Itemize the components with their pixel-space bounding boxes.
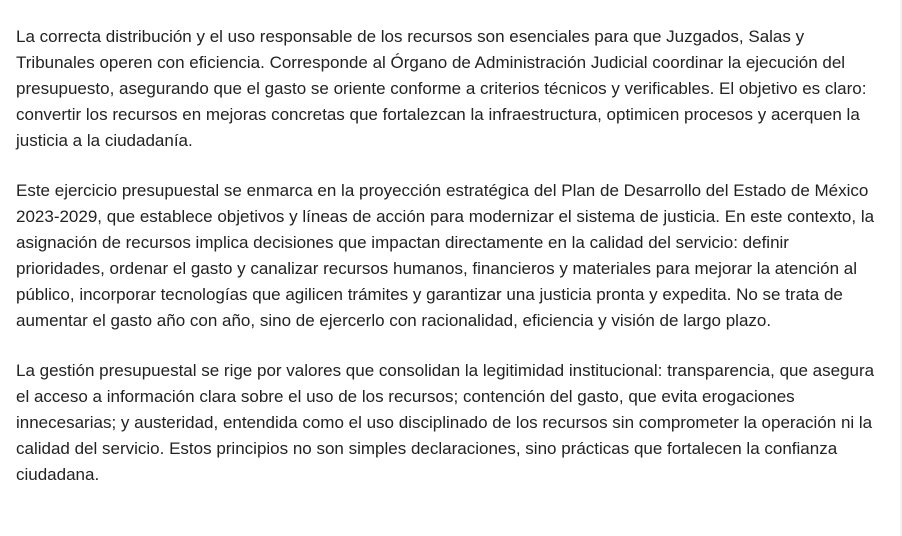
paragraph-budget-management-values: La gestión presupuestal se rige por valores que consolidan la legitimidad institucional: transparencia, que asegura el acceso a información clara sobre el uso de los recursos; contención del gasto, que evita erogaciones innecesarias; y austeridad, entendida como el uso disciplinado de los recursos sin comprometer la operación ni la calidad del servicio. Estos principios no son simples declaraciones, sino prácticas que fortalecen la confianza ciudadana. — [16, 361, 875, 484]
document-body — [16, 24, 878, 512]
paragraph-budget-exercise: Este ejercicio presupuestal se enmarca en la proyección estratégica del Plan de Desarrollo del Estado de México 2023-2029, que establece objetivos y líneas de acción para modernizar el sistema de justicia. En este contexto, la asignación de recursos implica decisiones que impactan directamente en la calidad del servicio: definir prioridades, ordenar el gasto y canalizar recursos humanos, financieros y materiales para mejorar la atención al público, incorporar tecnologías que agilicen trámites y garantizar una justicia pronta y expedita. No se trata de aumentar el gasto año con año, sino de ejercerlo con racionalidad, eficiencia y visión de largo plazo. — [16, 181, 875, 330]
paragraph-resource-distribution: La correcta distribución y el uso responsable de los recursos son esenciales para que Juzgados, Salas y Tribunales operen con eficiencia. Corresponde al Órgano de Administración Judicial coordinar la ejecución del presupuesto, asegurando que el gasto se oriente conforme a criterios técnicos y verificables. El objetivo es claro: convertir los recursos en mejoras concretas que fortalezcan la infraestructura, optimicen procesos y acerquen la justicia a la ciudadanía. — [16, 27, 867, 150]
